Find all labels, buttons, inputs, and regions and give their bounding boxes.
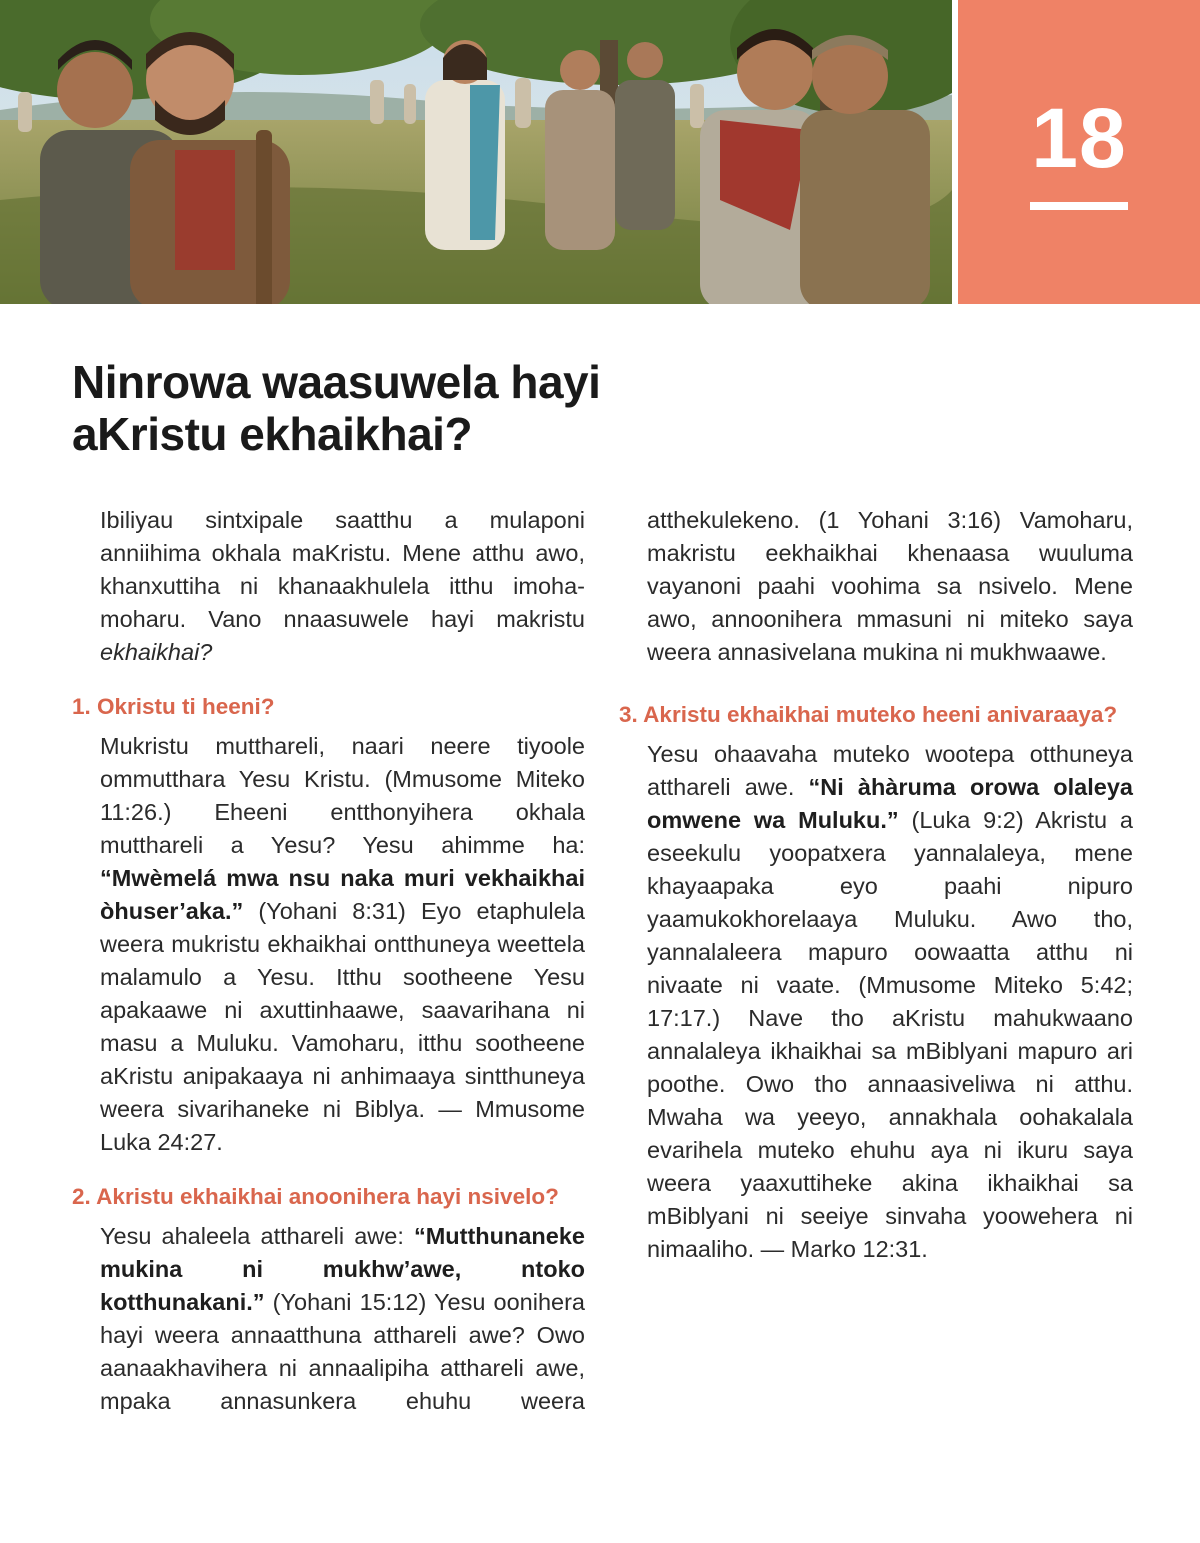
- chapter-number: 18: [1031, 91, 1127, 185]
- answer-1-quote: “Mwèmelá mwa nsu naka muri vekhaikhai òhuser’aka.”: [100, 865, 585, 924]
- answer-1-text-a: Mukristu mutthareli, naari neere tiyoole ommutthara Yesu Kristu. (Mmusome Miteko 11:26.) Eheeni entthonyihera okhala mutthareli a Yesu? Yesu ahimme ha:: [100, 733, 585, 858]
- intro-emphasis: ekhaikhai?: [100, 639, 213, 665]
- answer-3-text-b: (Luka 9:2) Akristu a eseekulu yoopatxera yannalaleya, mene khayaapaka eyo paahi nipuro yaamukokhorelaaya Muluku. Awo tho, yannalaleera mapuro oowaatta atthu ni nivaate ni vaate. (Mmusome Miteko 5:42; 17:17.) Nave tho aKristu mahukwaano annalaleya ikhaikhai sa mBiblyani mapuro ari poothe. Owo tho annaasiveliwa ni atthu. Mwaha wa yeeyo, annakhala oohakalala evarihela muteko ehuhu aya ni ikuru saya weera yaaxuttiheke akina ikhaikhai sa mBiblyani ni seeiye sinvaha yoowehera ni nimaaliho. — Marko 12:31.: [647, 807, 1133, 1262]
- question-1-heading: 1. Okristu ti heeni?: [72, 694, 275, 719]
- answer-1-paragraph: [100, 730, 585, 1159]
- answer-2-text-a: Yesu ahaleela atthareli awe:: [100, 1223, 414, 1249]
- answer-2-continuation: atthekulekeno. (1 Yohani 3:16) Vamoharu, makristu eekhaikhai khenaasa wuuluma vayanoni paahi voohima sa nsivelo. Mene awo, annoonihera mmasuni ni miteko saya weera annasivelana mukina ni mukhwaawe.: [647, 507, 1133, 665]
- answer-1-text-b: (Yohani 8:31) Eyo etaphulela weera mukristu ekhaikhai ontthuneya weettela malamulo a Yesu. Itthu sootheene Yesu apakaawe ni axuttinhaawe, saavarihana ni masu a Muluku. Vamoharu, itthu sootheene aKristu anipakaaya ni anhimaaya sintthuneya weera sivarihaneke ni Biblya. — Mmusome Luka 24:27.: [100, 898, 585, 1155]
- answer-2-paragraph: [100, 1220, 585, 1418]
- left-column: [72, 504, 585, 1418]
- answer-2-quote: “Mutthunaneke mukina ni mukhw’awe, ntoko kotthunakani.”: [100, 1223, 585, 1315]
- page-title-line-2: aKristu ekhaikhai?: [72, 408, 473, 460]
- intro-text: Ibiliyau sintxipale saatthu a mulaponi anniihima okhala maKristu. Mene atthu awo, khanxuttiha ni khanaakhulela itthu imoha-moharu. Vano nnaasuwele hayi makristu: [100, 507, 585, 632]
- page-title-line-1: Ninrowa waasuwela hayi: [72, 356, 601, 408]
- chapter-underline: [1030, 202, 1128, 210]
- answer-2-text-b: (Yohani 15:12) Yesu oonihera hayi weera annaatthuna atthareli awe? Owo aanaakhavihera ni annaalipiha atthareli awe, mpaka annasunkera ehuhu weera: [100, 1289, 585, 1414]
- question-3-heading: 3. Akristu ekhaikhai muteko heeni anivaraaya?: [619, 702, 1118, 727]
- page-title: [72, 356, 692, 460]
- chapter-badge: [958, 0, 1200, 304]
- question-2-heading: 2. Akristu ekhaikhai anoonihera hayi nsivelo?: [72, 1184, 559, 1209]
- answer-3-text-a: Yesu ohaavaha muteko wootepa otthuneya atthareli awe.: [647, 741, 1133, 800]
- answer-3-quote: “Ni àhàruma orowa olaleya omwene wa Muluku.”: [647, 774, 1133, 833]
- intro-paragraph: [100, 504, 585, 669]
- answer-3-paragraph: [647, 738, 1133, 1266]
- right-column: [619, 504, 1133, 1266]
- disciples-walking-illustration: [0, 0, 952, 304]
- header-illustration: [0, 0, 952, 304]
